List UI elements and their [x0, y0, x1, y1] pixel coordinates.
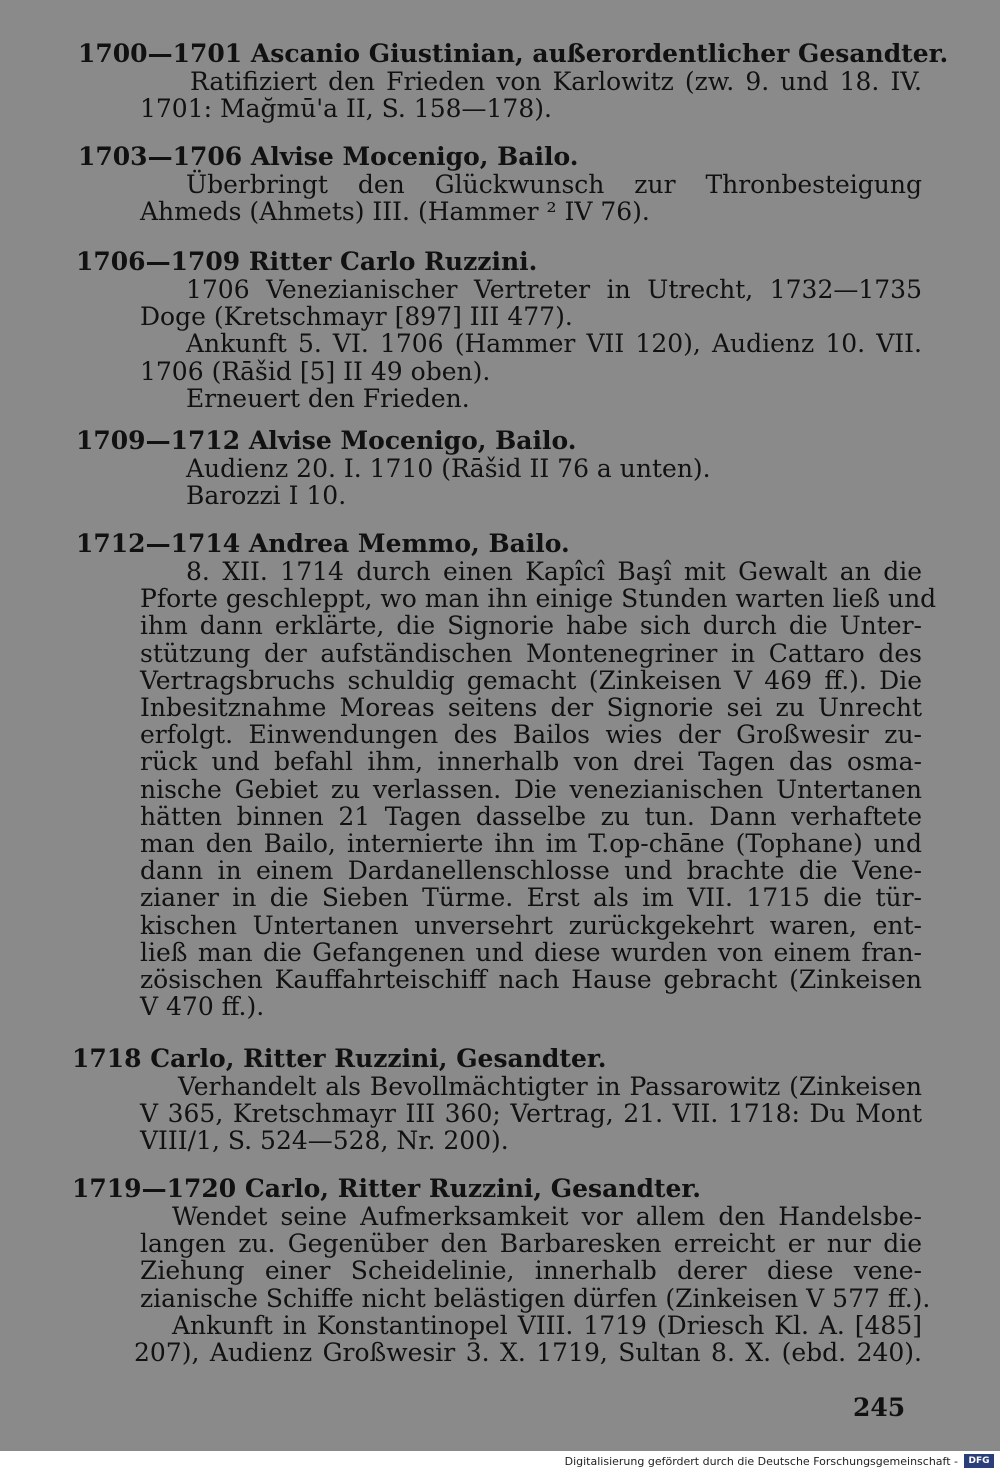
entry-line: dann in einem Dardanellenschlosse und brachte die Vene-: [140, 856, 922, 886]
entry-line: Barozzi I 10.: [186, 481, 347, 511]
entry-line: Pforte geschleppt, wo man ihn einige Stunden warten ließ und: [140, 584, 937, 614]
entry-line: kischen Untertanen unversehrt zurückgekehrt waren, ent-: [140, 910, 922, 940]
footer-credit-text: Digitalisierung gefördert durch die Deutsche Forschungsgemeinschaft -: [564, 1455, 958, 1468]
entry-heading: 1719—1720 Carlo, Ritter Ruzzini, Gesandter.: [72, 1174, 702, 1203]
entry-1719: [72, 1174, 931, 1368]
entry-line: Ahmeds (Ahmets) III. (Hammer ² IV 76).: [140, 197, 650, 227]
entry-heading: 1703—1706 Alvise Mocenigo, Bailo.: [78, 142, 579, 171]
entry-line: 8. XII. 1714 durch einen Kapîcî Başî mit Gewalt an die: [186, 557, 922, 586]
entry-line: Wendet seine Aufmerksamkeit vor allem den Handelsbe-: [172, 1202, 922, 1231]
dfg-logo-icon: DFG: [964, 1454, 994, 1468]
entry-line: zösischen Kauffahrteischiff nach Hause gebracht (Zinkeisen: [140, 965, 922, 995]
entry-1706: [72, 248, 922, 412]
entry-heading: 1712—1714 Andrea Memmo, Bailo.: [76, 529, 570, 558]
entry-line: Ankunft in Konstantinopel VIII. 1719 (Driesch Kl. A. [485]: [172, 1310, 922, 1340]
entry-heading: 1718 Carlo, Ritter Ruzzini, Gesandter.: [72, 1044, 607, 1073]
entry-line: Ratifiziert den Frieden von Karlowitz (zw. 9. und 18. IV.: [190, 67, 922, 96]
entry-1718: [72, 1045, 922, 1155]
entry-line: Vertragsbruchs schuldig gemacht (Zinkeisen V 469 ff.). Die: [140, 665, 922, 695]
entry-line: Ziehung einer Scheidelinie, innerhalb derer diese vene-: [140, 1256, 922, 1286]
entry-line: erfolgt. Einwendungen des Bailos wies der Großwesir zu-: [140, 720, 922, 750]
digitization-footer: [0, 1451, 1000, 1473]
entry-line: V 470 ff.).: [140, 992, 265, 1022]
entry-line: 1706 (Rāšid [5] II 49 oben).: [140, 356, 491, 386]
entry-1712: [72, 529, 937, 1022]
entry-heading: 1700—1701 Ascanio Giustinian, außerordentlicher Gesandter.: [78, 39, 949, 68]
entry-line: Ankunft 5. VI. 1706 (Hammer VII 120), Audienz 10. VII.: [186, 329, 922, 359]
entry-line: Verhandelt als Bevollmächtigter in Passarowitz (Zinkeisen: [178, 1072, 922, 1101]
entry-line: stützung der aufständischen Montenegriner in Cattaro des: [140, 638, 922, 668]
entry-line: Doge (Kretschmayr [897] III 477).: [140, 302, 573, 332]
entry-line: ihm dann erklärte, die Signorie habe sich durch die Unter-: [140, 611, 922, 641]
entry-line: man den Bailo, internierte ihn im T.op-chāne (Tophane) und: [140, 829, 922, 859]
entry-line: Erneuert den Frieden.: [186, 383, 470, 413]
entry-line: Inbesitznahme Moreas seitens der Signorie sei zu Unrecht: [140, 693, 922, 723]
entry-line: VIII/1, S. 524—528, Nr. 200).: [140, 1126, 509, 1156]
entry-heading: 1706—1709 Ritter Carlo Ruzzini.: [76, 247, 538, 276]
entry-line: langen zu. Gegenüber den Barbaresken erreicht er nur die: [140, 1229, 922, 1259]
entry-line: zianische Schiffe nicht belästigen dürfen (Zinkeisen V 577 ff.).: [140, 1283, 931, 1313]
entry-line: zianer in die Sieben Türme. Erst als im VII. 1715 die tür-: [140, 883, 922, 913]
entry-1700: [72, 39, 949, 124]
entry-line: 1701: Mağmū'a II, S. 158—178).: [140, 94, 552, 124]
entry-line: Audienz 20. I. 1710 (Rāšid II 76 a unten).: [186, 454, 711, 483]
entry-line: V 365, Kretschmayr III 360; Vertrag, 21. VII. 1718: Du Mont: [140, 1099, 922, 1129]
entry-heading: 1709—1712 Alvise Mocenigo, Bailo.: [76, 426, 577, 455]
entry-1709: [72, 427, 922, 509]
entry-line: 207), Audienz Großwesir 3. X. 1719, Sultan 8. X. (ebd. 240).: [134, 1338, 922, 1368]
entry-line: Überbringt den Glückwunsch zur Thronbesteigung: [186, 170, 922, 199]
entry-1703: [72, 143, 922, 225]
entry-line: hätten binnen 21 Tagen dasselbe zu tun. Dann verhaftete: [140, 801, 922, 831]
entry-line: rück und befahl ihm, innerhalb von drei Tagen das osma-: [140, 747, 922, 777]
entry-line: 1706 Venezianischer Vertreter in Utrecht, 1732—1735: [186, 275, 922, 304]
entry-line: nische Gebiet zu verlassen. Die venezianischen Untertanen: [140, 774, 922, 804]
entry-line: ließ man die Gefangenen und diese wurden von einem fran-: [140, 937, 922, 967]
page-number: 245: [853, 1393, 906, 1422]
